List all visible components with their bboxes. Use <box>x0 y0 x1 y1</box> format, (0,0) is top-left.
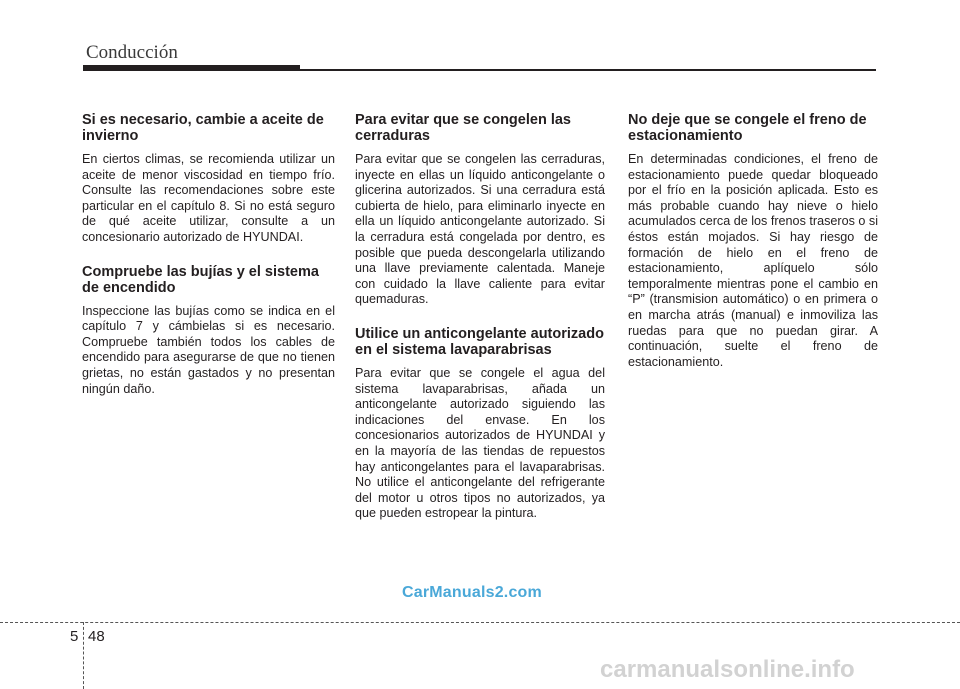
section-body: Inspeccione las bujías como se indica en el capítulo 7 y cámbielas si es necesario. Compruebe también todos los cables de encendido para asegurarse de que no tienen grietas, no están gastados y no presentan ningún daño. <box>82 303 335 396</box>
watermark-site: CarManuals2.com <box>402 584 542 601</box>
section-heading: Para evitar que se congelen las cerraduras <box>355 112 571 144</box>
header-rule-thin <box>300 69 876 71</box>
footer-rule <box>0 622 960 623</box>
section-winter-oil <box>82 112 335 246</box>
section-body: En determinadas condiciones, el freno de estacionamiento puede quedar bloqueado por el frío en la posición aplicada. Esto es más probable cuando hay nieve o hielo acumulados cerca de los frenos traseros o si éstos están mojados. Si hay riesgo de formación de hielo en el freno de estacionamiento, aplíquelo sólo temporalmente mientras pone el cambio en “P” (transmision automático) o en primera o en marcha atrás (manual) e inmoviliza las ruedas para que no puedan girar. A continuación, suelte el freno de estacionamiento. <box>628 152 878 369</box>
section-body: Para evitar que se congele el agua del sistema lavaparabrisas, añada un anticongelante autorizado siguiendo las indicaciones del envase. En los concesionarios autorizados de HYUNDAI y en la mayoría de las tiendas de repuestos hay anticongelantes para el lavaparabrisas. No utilice el anticongelante del refrigerante del motor u otros tipos no autorizados, ya que pueden estropear la pintura. <box>355 365 605 521</box>
column-1 <box>82 112 335 397</box>
footer-divider <box>83 622 84 689</box>
section-heading: No deje que se congele el freno de estacionamiento <box>628 112 867 144</box>
section-body: En ciertos climas, se recomienda utilizar un aceite de menor viscosidad en tiempo frío. Consulte las recomendaciones sobre este particular en el capítulo 8. Si no está seguro de qué aceite utilizar, consulte a un concesionario autorizado de HYUNDAI. <box>82 152 335 244</box>
header-title: Conducción <box>86 42 178 63</box>
section-frozen-locks <box>355 112 605 308</box>
header-rule-thick <box>83 65 300 71</box>
section-heading: Si es necesario, cambie a aceite de invierno <box>82 112 324 144</box>
section-parking-brake <box>628 112 878 370</box>
section-body: Para evitar que se congelen las cerraduras, inyecte en ellas un líquido anticongelante o glicerina autorizados. Si una cerradura está cubierta de hielo, para eliminarlo inyecte en ella un líquido anticongelante autorizado. Si la cerradura está congelada por dentro, es posible que pueda descongelarla utilizando una llave previamente calentada. Maneje con cuidado la llave caliente para evitar quemaduras. <box>355 152 605 307</box>
page-chapter: 5 <box>70 628 79 645</box>
watermark-online: carmanualsonline.info <box>600 656 855 683</box>
section-washer-antifreeze <box>355 326 605 522</box>
column-3 <box>628 112 878 370</box>
section-heading: Compruebe las bujías y el sistema de encendido <box>82 263 319 296</box>
page-number: 48 <box>88 628 105 645</box>
column-2 <box>355 112 605 522</box>
section-spark-plugs <box>82 264 335 398</box>
section-heading: Utilice un anticongelante autorizado en el sistema lavaparabrisas <box>355 325 604 358</box>
